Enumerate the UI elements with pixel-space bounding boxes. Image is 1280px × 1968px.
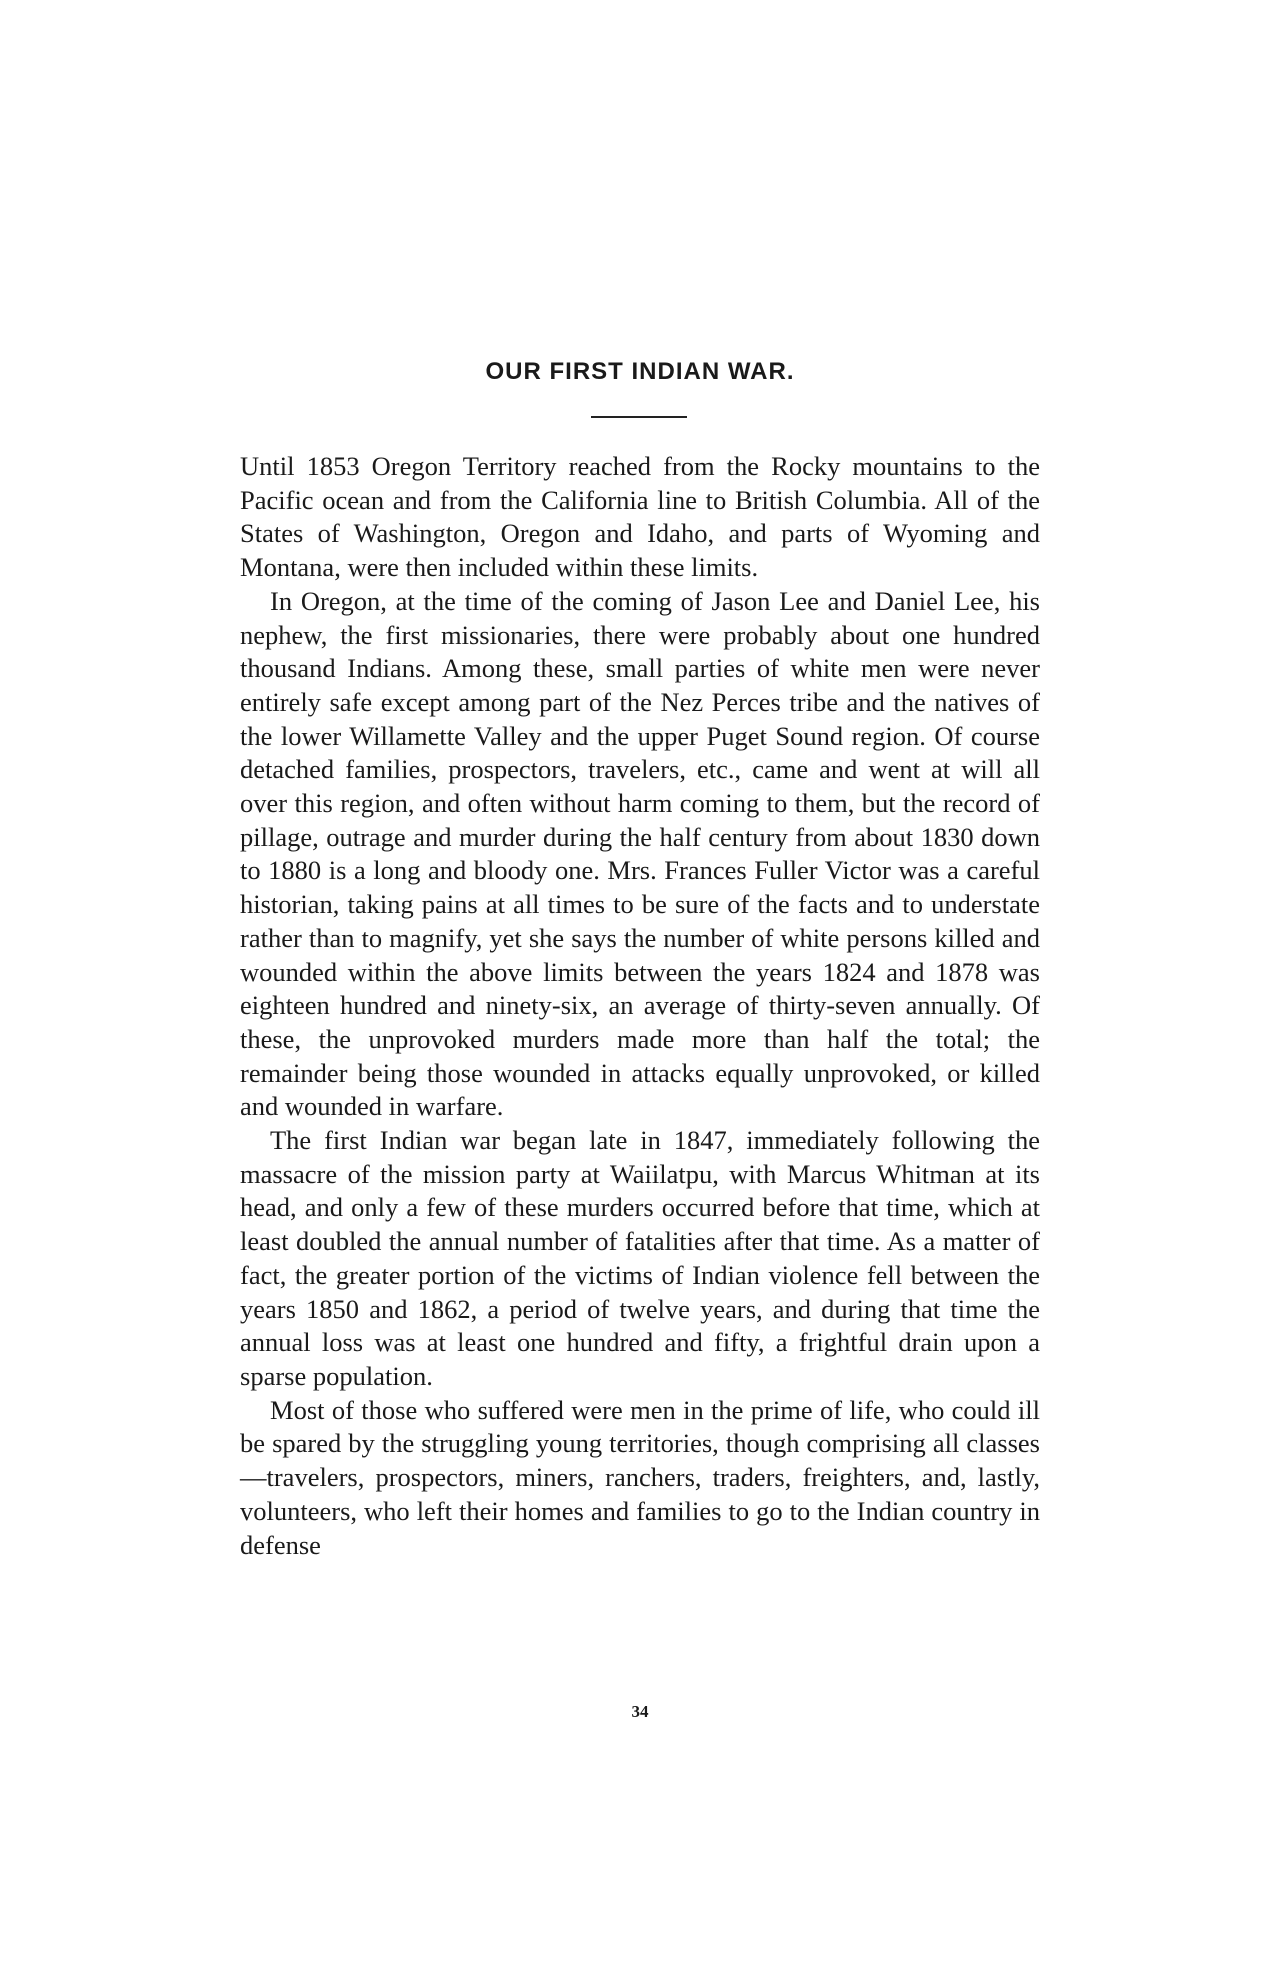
chapter-title: OUR FIRST INDIAN WAR. <box>485 358 795 385</box>
paragraph-3: The first Indian war began late in 1847, immediately following the massacre of the mission party at Waiilatpu, with Marcus Whitman at its head, and only a few of these murders occurred before that time, which at least doubled the annual number of fatalities after that time. As a matter of fact, the greater portion of the victims of Indian violence fell between the years 1850 and 1862, a period of twelve years, and during that time the annual loss was at least one hundred and fifty, a frightful drain upon a sparse population. <box>240 1125 1040 1391</box>
paragraph-1: Until 1853 Oregon Territory reached from the Rocky mountains to the Pacific ocean and from the California line to British Columbia. All of the States of Washington, Oregon and Idaho, and parts of Wyoming and Montana, were then included within these limits. <box>240 451 1040 583</box>
paragraph-2: In Oregon, at the time of the coming of Jason Lee and Daniel Lee, his nephew, the first missionaries, there were probably about one hundred thousand Indians. Among these, small parties of white men were never entirely safe except among part of the Nez Perces tribe and the natives of the lower Willamette Valley and the upper Puget Sound region. Of course detached families, prospectors, travelers, etc., came and went at will all over this region, and often without harm coming to them, but the record of pillage, outrage and murder during the half century from about 1830 down to 1880 is a long and bloody one. Mrs. Frances Fuller Victor was a careful historian, taking pains at all times to be sure of the facts and to understate rather than to magnify, yet she says the number of white persons killed and wounded within the above limits between the years 1824 and 1878 was eighteen hundred and ninety-six, an average of thirty-seven annually. Of these, the unprovoked murders made more than half the total; the remainder being those wounded in attacks equally unprovoked, or killed and wounded in warfare. <box>240 585 1040 1122</box>
title-rule <box>591 416 687 418</box>
page-number: 34 <box>631 1702 649 1721</box>
body-text <box>240 450 1040 1562</box>
paragraph-4: Most of those who suffered were men in the prime of life, who could ill be spared by the struggling young territories, though comprising all classes—travelers, prospectors, miners, ranchers, traders, freighters, and, lastly, volunteers, who left their homes and families to go to the Indian country in defense <box>240 1394 1040 1560</box>
